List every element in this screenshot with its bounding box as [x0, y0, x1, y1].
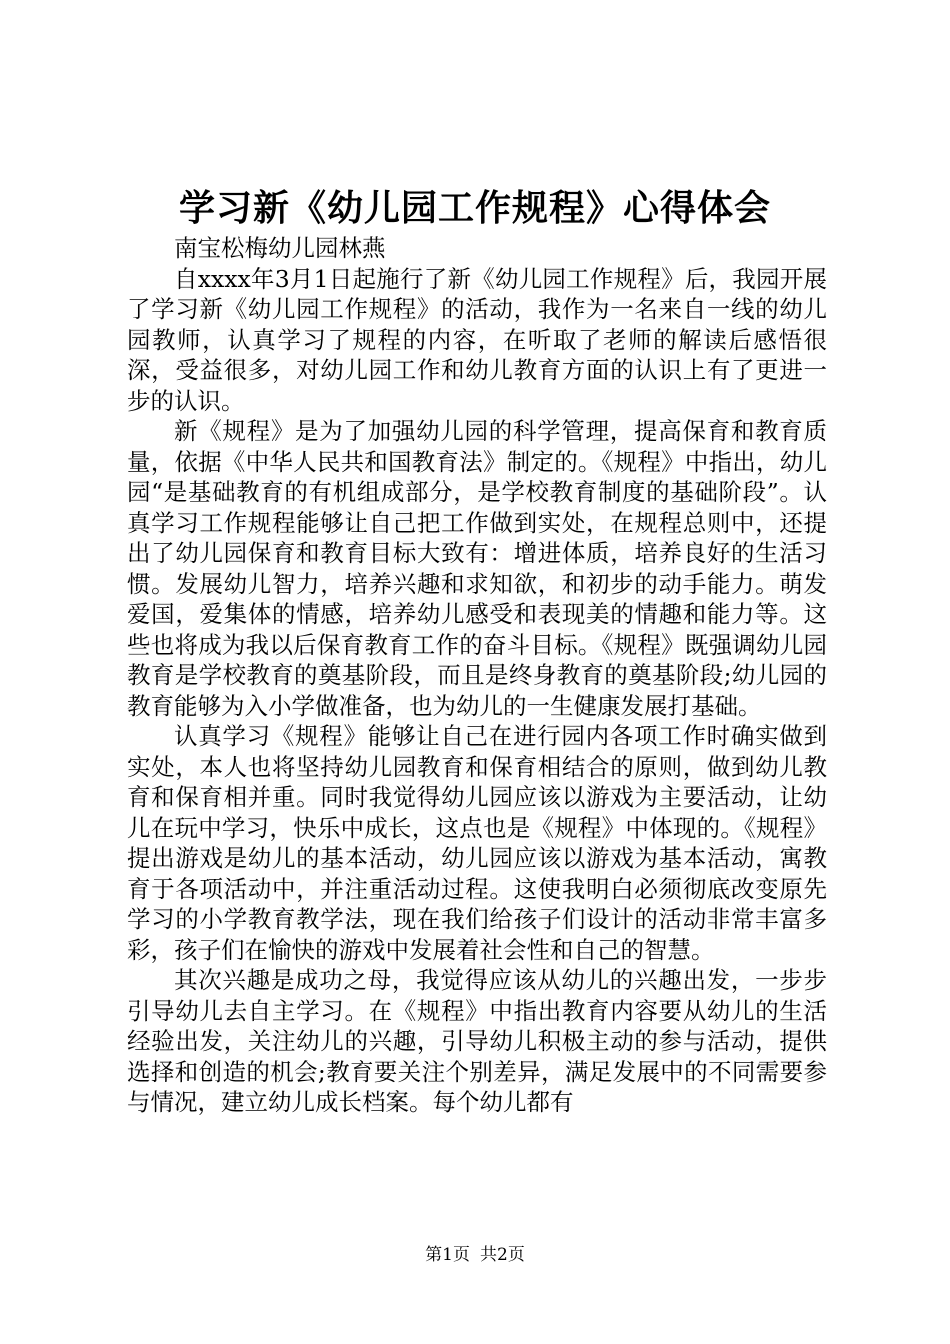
document-body — [127, 233, 827, 1118]
page-footer — [0, 1244, 950, 1266]
author-line: 南宝松梅幼儿园林燕 — [174, 234, 386, 262]
paragraph-3: 认真学习《规程》能够让自己在进行园内各项工作时确实做到实处，本人也将坚持幼儿园教育和保育相结合的原则，做到幼儿教育和保育相并重。同时我觉得幼儿园应该以游戏为主要活动，让幼儿在玩中学习，快乐中成长，这点也是《规程》中体现的。《规程》提出游戏是幼儿的基本活动，幼儿园应该以游戏为基本活动，寓教育于各项活动中，并注重活动过程。这使我明白必须彻底改变原先学习的小学教育教学法，现在我们给孩子们设计的活动非常丰富多彩，孩子们在愉快的游戏中发展着社会性和自己的智慧。 — [127, 722, 827, 964]
page-number: 第1页 — [425, 1245, 470, 1265]
paragraph-4: 其次兴趣是成功之母，我觉得应该从幼儿的兴趣出发，一步步引导幼儿去自主学习。在《规程》中指出教育内容要从幼儿的生活经验出发，关注幼儿的兴趣，引导幼儿积极主动的参与活动，提供选择和创造的机会;教育要关注个别差异，满足发展中的不同需要参与情况，建立幼儿成长档案。每个幼儿都有 — [127, 966, 827, 1116]
paragraph-2: 新《规程》是为了加强幼儿园的科学管理，提高保育和教育质量，依据《中华人民共和国教育法》制定的。《规程》中指出，幼儿园“是基础教育的有机组成部分，是学校教育制度的基础阶段”。认真学习工作规程能够让自己把工作做到实处，在规程总则中，还提出了幼儿园保育和教育目标大致有：增进体质，培养良好的生活习惯。发展幼儿智力，培养兴趣和求知欲，和初步的动手能力。萌发爱国，爱集体的情感，培养幼儿感受和表现美的情趣和能力等。这些也将成为我以后保育教育工作的奋斗目标。《规程》既强调幼儿园教育是学校教育的奠基阶段，而且是终身教育的奠基阶段;幼儿园的教育能够为入小学做准备，也为幼儿的一生健康发展打基础。 — [127, 417, 827, 720]
paragraph-1: 自xxxx年3月1日起施行了新《幼儿园工作规程》后，我园开展了学习新《幼儿园工作规程》的活动，我作为一名来自一线的幼儿园教师，认真学习了规程的内容，在听取了老师的解读后感悟很深，受益很多，对幼儿园工作和幼儿教育方面的认识上有了更进一步的认识。 — [127, 264, 827, 415]
page-total: 共2页 — [480, 1245, 525, 1265]
document-title: 学习新《幼儿园工作规程》心得体会 — [178, 187, 771, 229]
